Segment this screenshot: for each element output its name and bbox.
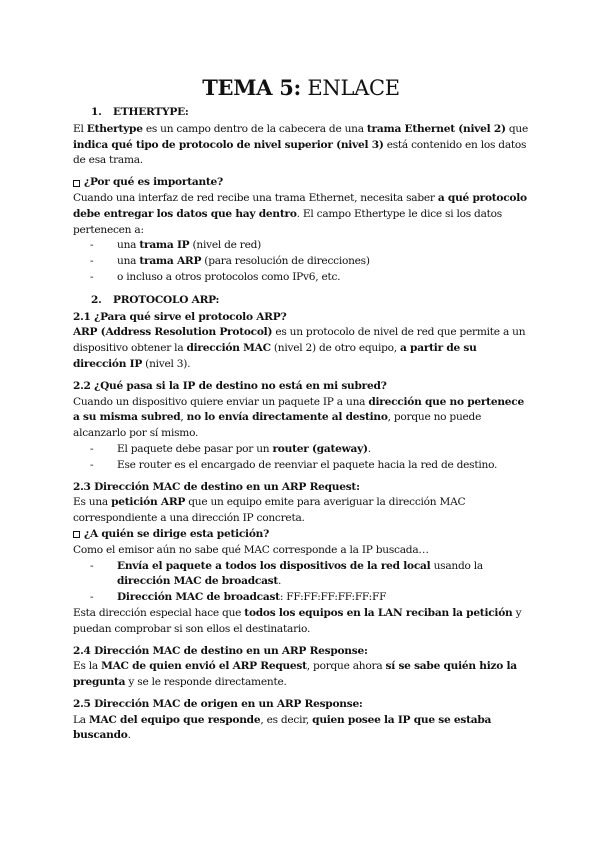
subnet-paragraph bbox=[73, 395, 529, 442]
subheading-2-5: 2.5 Dirección MAC de origen en un ARP Response: bbox=[73, 697, 363, 710]
text-bold: petición ARP bbox=[111, 496, 186, 509]
question-importance bbox=[73, 175, 529, 191]
text: Es una bbox=[73, 496, 112, 509]
section-1-label: ETHERTYPE: bbox=[113, 106, 189, 118]
ethertype-paragraph bbox=[73, 122, 529, 169]
checkbox-icon bbox=[73, 180, 80, 187]
text: y puedan comprobar si son ellos el destinatario. bbox=[73, 606, 522, 635]
subheading-2-2: 2.2 ¿Qué pasa si la IP de destino no está en mi subred? bbox=[73, 379, 387, 392]
arp-request-paragraph bbox=[73, 495, 529, 527]
text-bold: quien posee la IP que se estaba buscando bbox=[73, 713, 492, 742]
text: una bbox=[117, 239, 140, 252]
text-bold: indica qué tipo de protocolo de nivel superior (nivel 3) bbox=[73, 138, 384, 151]
text: está contenido en los datos de esa trama. bbox=[73, 138, 527, 167]
text: El bbox=[73, 122, 87, 135]
sender-paragraph: Como el emisor aún no sabe qué MAC corresponde a la IP buscada… bbox=[73, 543, 429, 556]
text-bold: MAC del equipo que responde bbox=[88, 713, 261, 726]
title-normal: ENLACE bbox=[300, 76, 400, 100]
text-bold: router (gateway) bbox=[272, 442, 368, 455]
document-content bbox=[73, 74, 529, 744]
text: o incluso a otros protocolos como IPv6, etc. bbox=[117, 270, 341, 283]
text: La bbox=[73, 713, 89, 726]
router-list bbox=[73, 442, 529, 474]
text: El paquete debe pasar por un bbox=[117, 442, 273, 455]
checkbox-icon bbox=[73, 531, 80, 538]
spacer bbox=[73, 286, 529, 293]
text-bold: Envía el paquete a todos los dispositivos de la red local bbox=[117, 559, 431, 572]
text-bold: dirección MAC bbox=[186, 342, 271, 355]
question-text: ¿A quién se dirige esta petición? bbox=[84, 527, 270, 540]
broadcast-list bbox=[73, 559, 529, 606]
text: Cuando una interfaz de red recibe una trama Ethernet, necesita saber bbox=[73, 191, 438, 204]
text: y se le responde directamente. bbox=[125, 676, 287, 689]
arp-paragraph bbox=[73, 325, 529, 372]
text-bold: trama Ethernet (nivel 2) bbox=[366, 122, 506, 135]
text: Ese router es el encargado de reenviar el paquete hacia la red de destino. bbox=[117, 458, 498, 471]
list-item bbox=[73, 254, 529, 270]
section-1-number: 1. bbox=[91, 106, 102, 118]
text: Cuando un dispositivo quiere enviar un paquete IP a una bbox=[73, 395, 369, 408]
text-bold: dirección MAC de broadcast bbox=[117, 575, 279, 588]
text-bold: MAC de quien envió el ARP Request bbox=[101, 660, 307, 673]
text-bold: ARP (Address Resolution Protocol) bbox=[73, 326, 273, 339]
list-item bbox=[73, 442, 529, 458]
text: es un protocolo de nivel de red que permite a un dispositivo obtener la bbox=[73, 326, 526, 355]
text: (nivel 2) de otro equipo, bbox=[270, 342, 400, 355]
text: , porque no puede alcanzarlo por sí mismo. bbox=[73, 411, 482, 440]
ethertype-list bbox=[73, 238, 529, 285]
arp-response-src-paragraph bbox=[73, 713, 529, 745]
text: . El campo Ethertype le dice si los datos pertenecen a: bbox=[73, 207, 502, 236]
text-bold: Dirección MAC de broadcast bbox=[117, 591, 280, 604]
list-item bbox=[73, 238, 529, 254]
text: (para resolución de direcciones) bbox=[201, 255, 370, 268]
subheading-2-1: 2.1 ¿Para qué sirve el protocolo ARP? bbox=[73, 310, 287, 323]
title-bold: TEMA 5: bbox=[202, 75, 301, 100]
subheading-2-3: 2.3 Dirección MAC de destino en un ARP Request: bbox=[73, 480, 360, 493]
text: usando la bbox=[430, 559, 483, 572]
text-bold: a partir de su dirección IP bbox=[73, 342, 477, 370]
section-2-number: 2. bbox=[91, 293, 102, 306]
text-bold: a qué protocolo debe entregar los datos que hay dentro bbox=[73, 191, 527, 220]
text: Es la bbox=[73, 660, 102, 673]
importance-paragraph bbox=[73, 191, 529, 238]
text-bold: sí se sabe quién hizo la pregunta bbox=[73, 660, 517, 689]
text: que un equipo emite para averiguar la dirección MAC correspondiente a una dirección IP concreta. bbox=[73, 496, 466, 525]
list-item bbox=[73, 590, 529, 606]
section-2-heading bbox=[73, 293, 529, 309]
text: (nivel de red) bbox=[189, 239, 262, 252]
text-bold: dirección que no pertenece a su misma subred bbox=[73, 395, 524, 424]
text: una bbox=[117, 255, 140, 268]
text-bold: Ethertype bbox=[86, 122, 143, 135]
arp-response-dest-paragraph bbox=[73, 659, 529, 691]
list-item bbox=[73, 559, 529, 591]
text: Esta dirección especial hace que bbox=[73, 606, 245, 619]
text: es un campo dentro de la cabecera de una bbox=[142, 122, 367, 135]
list-item bbox=[73, 270, 529, 286]
text: que bbox=[505, 122, 529, 135]
text: . bbox=[278, 575, 282, 588]
text-bold: trama ARP bbox=[139, 255, 202, 268]
section-1-heading bbox=[73, 105, 529, 121]
page-title bbox=[73, 74, 529, 102]
broadcast-paragraph bbox=[73, 606, 529, 638]
text: , es decir, bbox=[260, 713, 313, 726]
question-text: ¿Por qué es importante? bbox=[84, 176, 223, 189]
text-bold: trama IP bbox=[139, 239, 190, 252]
text: , bbox=[180, 411, 187, 424]
subheading-2-4: 2.4 Dirección MAC de destino en un ARP Response: bbox=[73, 644, 368, 657]
text: . bbox=[127, 729, 131, 742]
text-bold: todos los equipos en la LAN reciban la petición bbox=[244, 606, 513, 619]
list-item bbox=[73, 458, 529, 474]
text-bold: no lo envía directamente al destino bbox=[186, 411, 388, 424]
text: (nivel 3). bbox=[142, 357, 191, 370]
text: . bbox=[367, 442, 371, 455]
question-recipient bbox=[73, 527, 529, 543]
section-2-label: PROTOCOLO ARP: bbox=[113, 293, 220, 306]
text: , porque ahora bbox=[306, 660, 386, 673]
text: : FF:FF:FF:FF:FF:FF bbox=[279, 591, 387, 604]
